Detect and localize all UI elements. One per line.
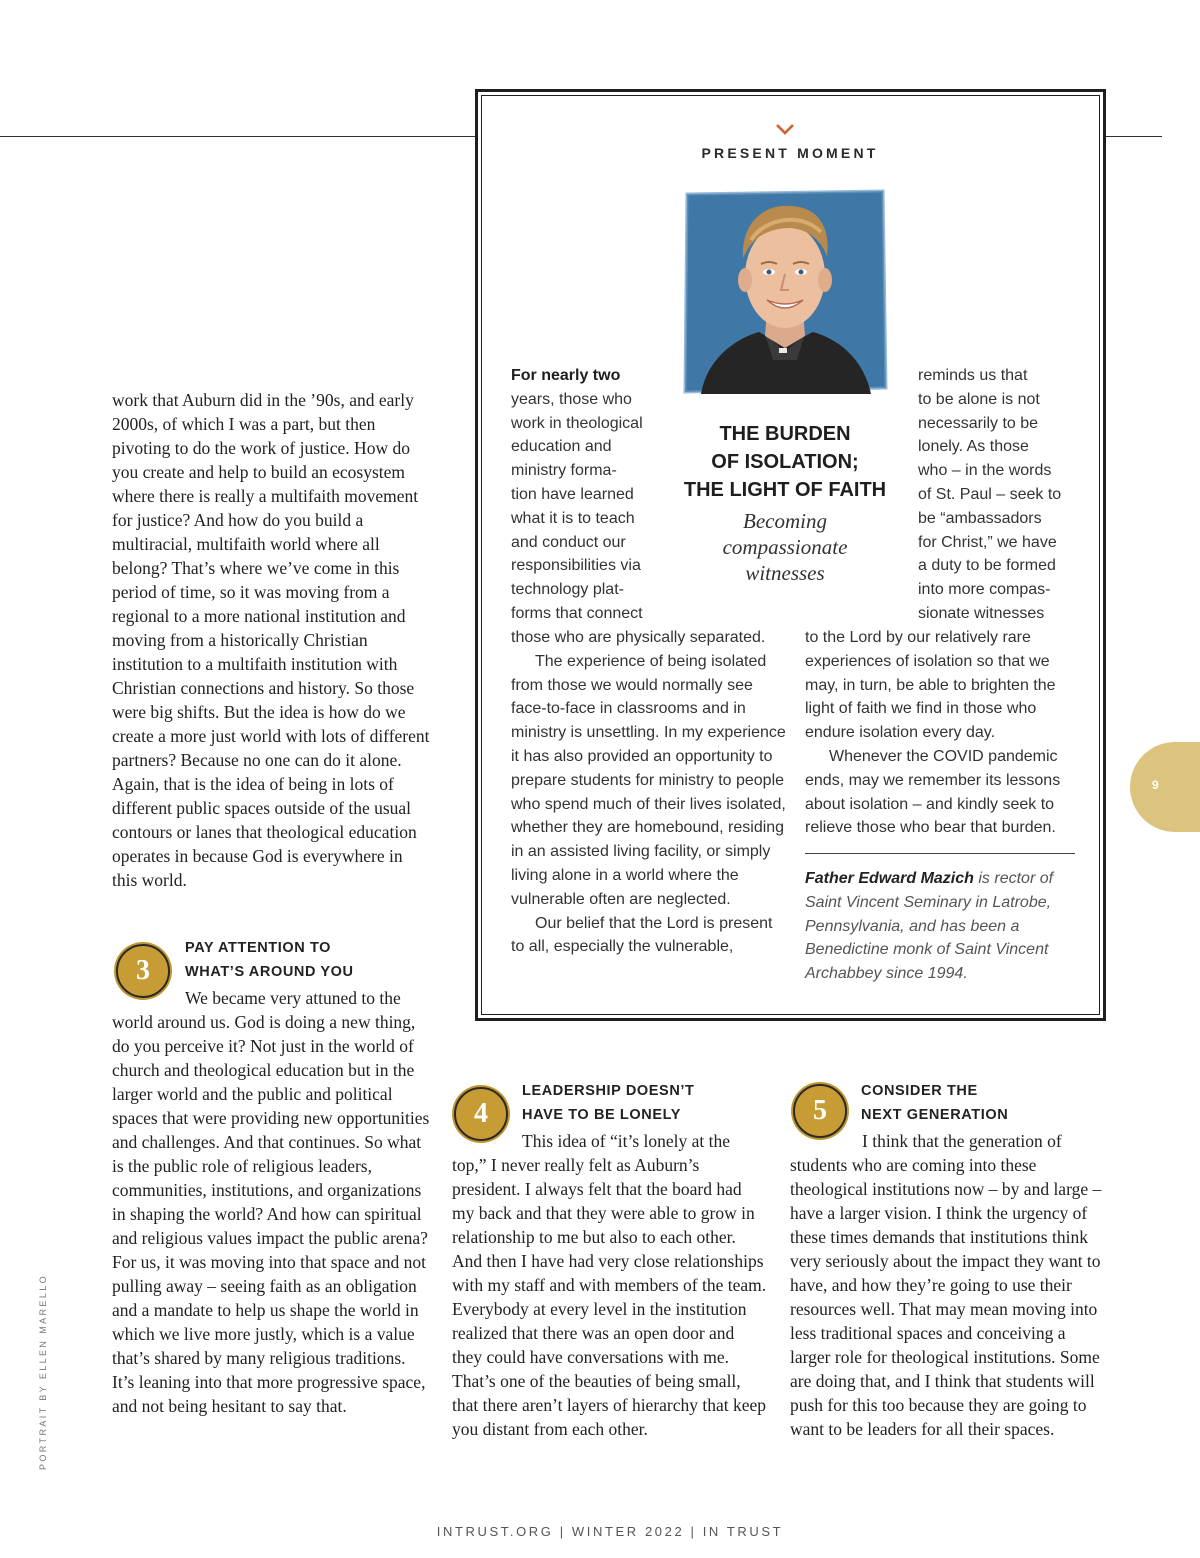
bio-paragraph (805, 867, 1075, 986)
sidebar-left-line-8: technology plat- (511, 581, 624, 599)
section-5-body: I think that the generation of students who are coming into these theological institutions now – by and large – have a larger vision. I think the urgency of these times demands that institutions think very seriously about the impact they want to have, and how they’re going to use their resources well. That may mean moving into less traditional spaces and conceiving a larger role for theological institutions. Some are doing that, and I think that students will push for this too because they are going to want to be leaders for all their spaces. (790, 1131, 1102, 1439)
page-number-tab (1130, 742, 1200, 832)
section-3-body: We became very attuned to the world around us. God is doing a new thing, do you perceive it? Not just in the world of church and theological education but in the larger world and the public and political spaces that were providing new opportunities and challenges. And that continues. So what is the public role of religious leaders, communities, institutions, and organizations in shaping the world? And how can spiritual and religious values impact the public arena? For us, it was moving into that space and not pulling away – seeing faith as an obligation and a mandate to help us shape the world in which we live more justly, which is a value that’s shared by many religious traditions. It’s leaning into that more progressive space, and not being hesitant to say that. (112, 988, 430, 1416)
sidebar-right-full (805, 626, 1075, 840)
sidebar-right-line-6: be “ambassadors (918, 509, 1042, 527)
section-3-heading-line2: WHAT’S AROUND YOU (185, 964, 354, 980)
sidebar-left-line-0: years, those who (511, 390, 632, 408)
portrait-credit: PORTRAIT BY ELLEN MARELLO (38, 1273, 48, 1470)
sidebar-right-line-4: who – in the words (918, 462, 1052, 480)
sidebar-left-narrow (511, 364, 671, 626)
sidebar-subtitle-line2: compassionate (722, 535, 848, 559)
section-5-heading (861, 1079, 1106, 1127)
sidebar-right-paragraph-2: Whenever the COVID pandemic ends, may we remember its lessons about isolation – and kindly seek to relieve those who bear that burden. (805, 747, 1061, 837)
section-5-heading-line2: NEXT GENERATION (861, 1107, 1009, 1123)
section-5-number: 5 (813, 1095, 827, 1126)
sidebar-bio (805, 867, 1075, 986)
sidebar-title (670, 420, 900, 504)
sidebar-subtitle-line1: Becoming (743, 509, 827, 533)
section-4-number: 4 (474, 1098, 488, 1129)
sidebar-title-line2: OF ISOLATION; (711, 451, 859, 473)
sidebar-right-line-0: reminds us that (918, 367, 1028, 384)
section-4-heading (522, 1079, 767, 1127)
page-number: 9 (1152, 778, 1159, 792)
sidebar-left-line-4: tion have learned (511, 485, 634, 503)
header-rule-right (1105, 136, 1162, 137)
sidebar-left-full (511, 626, 787, 959)
sidebar-lead: For nearly two (511, 367, 621, 384)
sidebar-right-line-8: a duty to be formed (918, 557, 1056, 575)
left-column (112, 388, 430, 892)
sidebar-left-line-9: forms that connect (511, 604, 643, 622)
section-3-heading (185, 936, 430, 984)
sidebar-left-full-line: those who are physically separated. (511, 629, 766, 646)
section-5-body-wrap (790, 1129, 1106, 1441)
left-column-paragraph: work that Auburn did in the ’90s, and early 2000s, of which I was a part, but then pivoting to do the work of justice. How do you create and help to build an ecosystem where there is really a multifaith movement for justice? And how do you build a multiracial, multifaith world where all belong? That’s where we’ve come in this period of time, so it was moving from a regional to a more national institution and moving from a historically Christian institution to a multifaith institution with Christian connections and history. So those were big shifts. But the idea is how do we create a more just world with lots of different partners? Because no one can do it alone. Again, that is the idea of being in lots of different public spaces outside of the usual contours or lanes that theological education operates in because God is everywhere in this world. (112, 390, 430, 890)
bio-divider (805, 853, 1075, 854)
sidebar-right-line-2: necessarily to be (918, 414, 1039, 432)
sidebar-title-line1: THE BURDEN (719, 423, 851, 445)
section-4-heading-line2: HAVE TO BE LONELY (522, 1107, 681, 1123)
header-rule-left (0, 136, 476, 137)
chevron-down-icon (775, 123, 795, 136)
sidebar-right-narrow (918, 364, 1078, 626)
section-4-body-wrap (452, 1129, 768, 1441)
section-3-heading-line1: PAY ATTENTION TO (185, 940, 332, 956)
sidebar-right-line-1: to be alone is not (918, 390, 1040, 408)
sidebar-right-paragraph-1-rest: to the Lord by our relatively rare experiences of isolation so that we may, in turn, be able to brighten the light of faith we find in those who endure isolation every day. (805, 629, 1056, 742)
page-footer: INTRUST.ORG | WINTER 2022 | IN TRUST (436, 1524, 784, 1539)
sidebar-left-paragraph-3: Our belief that the Lord is present to all, especially the vulnerable, (511, 914, 773, 956)
bio-name: Father Edward Mazich (805, 870, 974, 887)
sidebar-left-line-2: education and (511, 438, 612, 456)
bio-text: is rector of Saint Vincent Seminary in Latrobe, Pennsylvania, and has been a Benedictine monk of Saint Vincent Archabbey since 1994. (805, 870, 1054, 983)
sidebar-left-line-5: what it is to teach (511, 509, 635, 527)
sidebar-subtitle-line3: witnesses (745, 561, 825, 585)
sidebar-left-line-6: and conduct our (511, 533, 626, 551)
section-4-heading-line1: LEADERSHIP DOESN’T (522, 1083, 695, 1099)
sidebar-left-line-3: ministry forma- (511, 462, 617, 480)
sidebar-right-line-7: for Christ,” we have (918, 533, 1057, 551)
sidebar-title-line3: THE LIGHT OF FAITH (683, 479, 887, 501)
section-5-heading-line1: CONSIDER THE (861, 1083, 978, 1099)
section-3-number: 3 (136, 955, 150, 986)
section-3-body-wrap (112, 986, 430, 1418)
sidebar-right-line-5: of St. Paul – seek to (918, 485, 1062, 503)
section-4-body: This idea of “it’s lonely at the top,” I never really felt as Auburn’s president. I always felt that the board had my back and that they were able to grow in relationship to me but also to each other. And then I have had very close relationships with my staff and with members of the team. Everybody at every level in the institution realized that there was an open door and they could have conversations with me. That’s one of the beauties of being small, that there aren’t layers of hierarchy that keep you distant from each other. (452, 1131, 767, 1439)
portrait-illustration (681, 188, 889, 394)
sidebar-right-line-10: sionate witnesses (918, 604, 1045, 622)
sidebar-left-paragraph-2: The experience of being isolated from those we would normally see face-to-face in classrooms and in ministry is unsettling. In my experience it has also provided an opportunity to prepare students for ministry to people who spend much of their lives isolated, whether they are homebound, residing in an assisted living facility, or simply living alone in a world where the vulnerable often are neglected. (511, 652, 786, 908)
sidebar-right-line-9: into more compas- (918, 581, 1051, 599)
sidebar-kicker: PRESENT MOMENT (701, 145, 879, 161)
sidebar-right-line-3: lonely. As those (918, 438, 1029, 456)
sidebar-left-line-7: responsibilities via (511, 557, 641, 575)
sidebar-subtitle (670, 508, 900, 586)
sidebar-left-line-1: work in theological (511, 414, 643, 432)
